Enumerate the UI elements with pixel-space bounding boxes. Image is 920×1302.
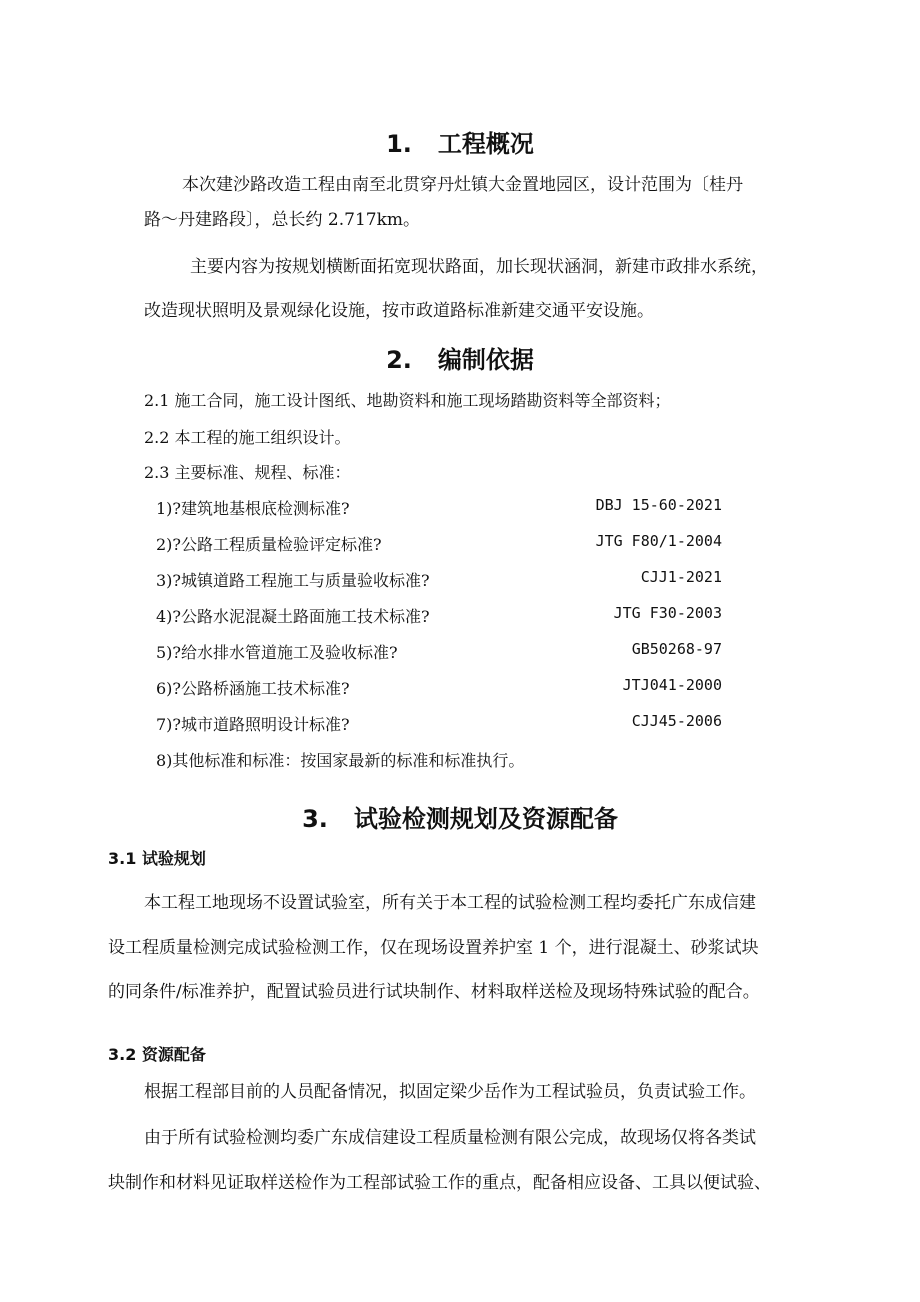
paragraph-line: 根据工程部目前的人员配备情况，拟固定梁少岳作为工程试验员，负责试验工作。 [144,1082,756,1102]
standard-code: DBJ 15-60-2021 [595,496,722,514]
section-2-title: 编制依据 [437,346,534,374]
standard-code: JTG F30-2003 [613,604,722,622]
paragraph-line: 的同条件/标准养护，配置试验员进行试块制作、材料取样送检及现场特殊试验的配合。 [108,982,760,1002]
paragraph-line: 由于所有试验检测均委广东成信建设工程质量检测有限公完成，故现场仅将各类试 [144,1128,756,1148]
standard-name: 7)?城市道路照明设计标准? [156,715,350,734]
paragraph-line: 本次建沙路改造工程由南至北贯穿丹灶镇大金置地园区，设计范围为〔桂丹 [182,175,743,195]
section-3-heading [0,799,920,834]
section-1-title: 工程概况 [437,130,534,158]
paragraph-line: 设工程质量检测完成试验检测工作，仅在现场设置养护室 1 个，进行混凝土、砂浆试块 [108,938,759,958]
subsection-3-1-title: 3.1 试验规划 [108,849,206,868]
standard-code: GB50268-97 [631,640,722,658]
section-2-number: 2. [386,346,412,374]
standard-name: 5)?给水排水管道施工及验收标准? [156,643,398,662]
subsection-3-2-title: 3.2 资源配备 [108,1045,206,1064]
section-3-number: 3. [302,805,328,833]
list-item: 2.1 施工合同，施工设计图纸、地勘资料和施工现场踏勘资料等全部资料； [144,391,671,410]
paragraph-line: 主要内容为按规划横断面拓宽现状路面，加长现状涵洞，新建市政排水系统， [190,257,768,277]
standard-code: CJJ45-2006 [631,712,722,730]
standard-code: CJJ1-2021 [640,568,722,586]
paragraph-line: 路～丹建路段〕，总长约 2.717km。 [144,210,420,230]
list-item: 8)其他标准和标准：按国家最新的标准和标准执行。 [156,751,525,770]
standard-name: 3)?城镇道路工程施工与质量验收标准? [156,571,430,590]
standard-name: 1)?建筑地基根底检测标准? [156,499,350,518]
list-item: 2.3 主要标准、规程、标准： [144,463,351,482]
paragraph-line: 块制作和材料见证取样送检作为工程部试验工作的重点，配备相应设备、工具以便试验、 [108,1173,771,1193]
paragraph-line: 改造现状照明及景观绿化设施，按市政道路标准新建交通平安设施。 [144,301,654,321]
section-1-number: 1. [386,130,412,158]
standard-code: JTJ041-2000 [622,676,722,694]
standard-name: 6)?公路桥涵施工技术标准? [156,679,350,698]
paragraph-line: 本工程工地现场不设置试验室，所有关于本工程的试验检测工程均委托广东成信建 [144,893,756,913]
standard-name: 4)?公路水泥混凝土路面施工技术标准? [156,607,430,626]
section-1-heading [0,124,920,159]
list-item: 2.2 本工程的施工组织设计。 [144,428,351,447]
section-3-title: 试验检测规划及资源配备 [353,805,618,833]
standard-code: JTG F80/1-2004 [595,532,722,550]
standard-name: 2)?公路工程质量检验评定标准? [156,535,382,554]
section-2-heading [0,340,920,375]
